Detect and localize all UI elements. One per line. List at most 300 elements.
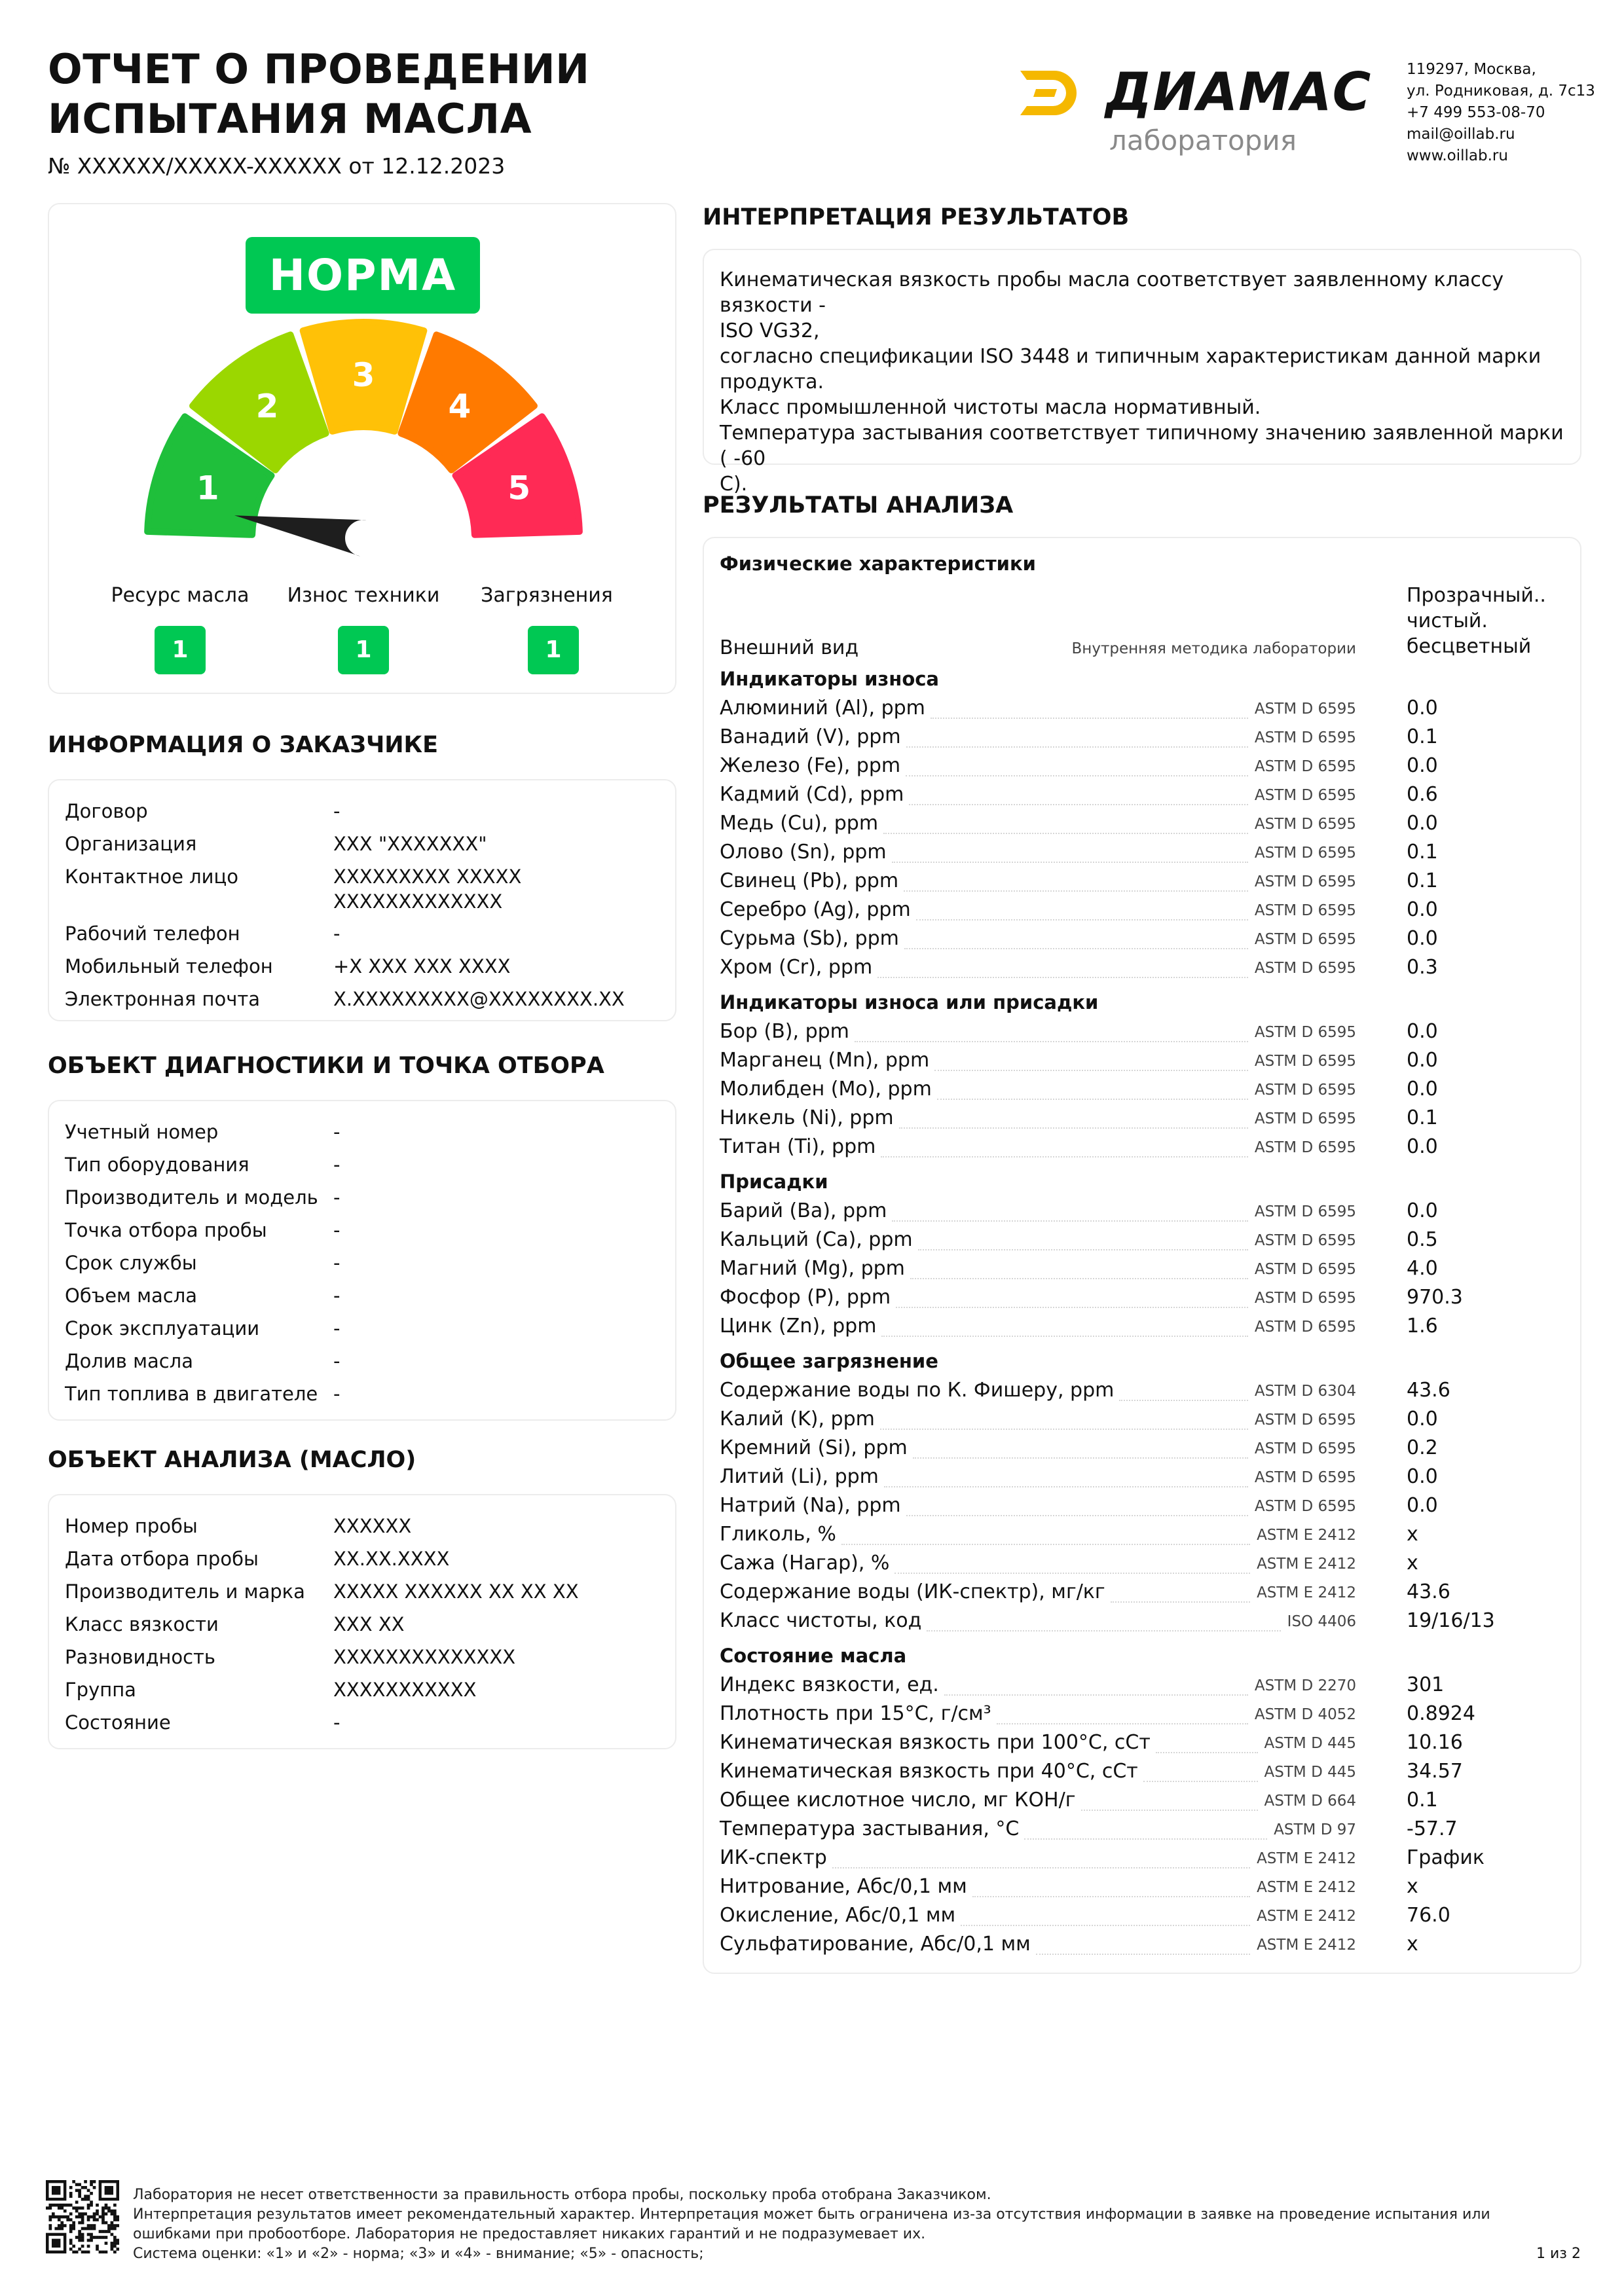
footer-disclaimer <box>133 2185 1508 2264</box>
result-category: Состояние масла <box>720 1645 907 1667</box>
result-value: x <box>1407 1552 1418 1575</box>
result-method: ASTM D 6595 <box>1254 1469 1356 1486</box>
status-gauge <box>49 316 678 591</box>
result-row <box>720 1135 1571 1164</box>
result-method: ASTM D 664 <box>1264 1793 1356 1810</box>
result-leader-dots <box>1111 1601 1250 1603</box>
interpretation-section-title: ИНТЕРПРЕТАЦИЯ РЕЗУЛЬТАТОВ <box>703 204 1130 230</box>
result-row <box>720 1049 1571 1078</box>
result-row <box>720 1465 1571 1494</box>
result-leader-dots <box>855 1041 1248 1042</box>
customer-key: Рабочий телефон <box>65 922 240 945</box>
object-value-line: - <box>333 1154 341 1176</box>
result-name: Бор (B), ppm <box>720 1020 849 1043</box>
customer-key: Электронная почта <box>65 988 261 1010</box>
indicator-label-oil-resource: Ресурс масла <box>111 584 249 607</box>
result-value: 0.6 <box>1407 783 1438 806</box>
footer-line: ошибками при пробоотборе. Лаборатория не предоставляет никаких гарантий и не подразумевает их. <box>133 2226 926 2242</box>
result-row <box>720 1789 1571 1817</box>
object-value <box>333 1381 661 1406</box>
object-value <box>333 1283 661 1308</box>
result-leader-dots <box>881 1336 1248 1337</box>
result-row <box>720 812 1571 841</box>
object-row <box>65 1185 667 1211</box>
customer-value <box>333 799 661 824</box>
result-value-line: Прозрачный.. <box>1407 584 1546 607</box>
result-value: 0.0 <box>1407 927 1438 950</box>
result-row <box>720 725 1571 754</box>
result-row <box>720 1523 1571 1552</box>
result-name: Температура застывания, °С <box>720 1817 1020 1840</box>
result-value: 0.0 <box>1407 1465 1438 1488</box>
customer-row <box>65 954 667 980</box>
object-row <box>65 1283 667 1309</box>
customer-value-line: +X XXX XXX XXXX <box>333 955 511 977</box>
result-leader-dots <box>904 890 1248 892</box>
object-row <box>65 1381 667 1408</box>
result-leader-dots <box>904 948 1248 949</box>
result-method: ASTM D 6595 <box>1254 758 1356 775</box>
result-name: Свинец (Pb), ppm <box>720 869 899 892</box>
object-key: Срок службы <box>65 1252 197 1274</box>
result-value: 0.0 <box>1407 1408 1438 1430</box>
result-leader-dots <box>927 1630 1281 1631</box>
customer-row <box>65 864 667 917</box>
customer-key: Организация <box>65 833 197 855</box>
indicator-label-wear: Износ техники <box>287 584 440 607</box>
result-leader-dots <box>997 1723 1248 1724</box>
result-name: Натрий (Na), ppm <box>720 1494 901 1517</box>
object-card <box>48 1100 676 1421</box>
result-value: x <box>1407 1933 1418 1956</box>
result-row <box>720 1257 1571 1286</box>
object-value-line: - <box>333 1285 341 1307</box>
result-name: Олово (Sn), ppm <box>720 841 887 864</box>
result-row <box>720 1494 1571 1523</box>
interpretation-line: ISO VG32, <box>720 319 820 342</box>
oil-row <box>65 1579 667 1605</box>
result-name: Хром (Cr), ppm <box>720 956 873 979</box>
result-name: Класс чистоты, код <box>720 1609 922 1632</box>
footer-line: Лаборатория не несет ответственности за правильность отбора пробы, поскольку проба отобрана Заказчиком. <box>133 2187 991 2203</box>
result-value: 0.3 <box>1407 956 1438 979</box>
result-method: ASTM D 6595 <box>1254 1139 1356 1156</box>
oil-key: Состояние <box>65 1711 171 1734</box>
customer-section-title: ИНФОРМАЦИЯ О ЗАКАЗЧИКЕ <box>48 732 439 758</box>
result-value: 0.5 <box>1407 1228 1438 1251</box>
result-name: Кремний (Si), ppm <box>720 1436 908 1459</box>
result-row <box>720 956 1571 985</box>
result-leader-dots <box>1143 1781 1258 1782</box>
result-value: График <box>1407 1846 1485 1869</box>
contact-address1: 119297, Москва, <box>1407 61 1536 78</box>
result-row <box>720 1580 1571 1609</box>
result-leader-dots <box>877 977 1248 978</box>
interpretation-line: Класс промышленной чистоты масла нормативный. <box>720 396 1261 419</box>
result-leader-dots <box>937 1099 1248 1100</box>
result-value: 19/16/13 <box>1407 1609 1495 1632</box>
oil-value-line: XX.XX.XXXX <box>333 1548 450 1570</box>
result-name: Серебро (Ag), ppm <box>720 898 911 921</box>
result-row <box>720 1315 1571 1343</box>
oil-value-line: XXXXXXXXXXXXXX <box>333 1646 516 1668</box>
customer-value-line: XXXXXXXXXXXXX <box>333 890 503 913</box>
result-row <box>720 1408 1571 1436</box>
result-leader-dots <box>832 1867 1250 1868</box>
object-key: Долив масла <box>65 1350 193 1372</box>
result-leader-dots <box>892 862 1248 863</box>
interpretation-line: согласно спецификации ISO 3448 и типичным характеристикам данной марки <box>720 345 1541 368</box>
result-name: Железо (Fe), ppm <box>720 754 901 777</box>
indicator-value-oil-resource: 1 <box>155 626 206 674</box>
result-row <box>720 1436 1571 1465</box>
result-name: Внешний вид <box>720 636 859 659</box>
result-method: ASTM D 97 <box>1274 1821 1356 1838</box>
interpretation-line: Температура застывания соответствует типичному значению заявленной марки ( -60 <box>720 422 1564 470</box>
result-value: 0.1 <box>1407 1789 1438 1812</box>
result-value: x <box>1407 1523 1418 1546</box>
object-key: Объем масла <box>65 1285 198 1307</box>
result-value: 0.1 <box>1407 1106 1438 1129</box>
object-value <box>333 1185 661 1210</box>
oil-key: Номер пробы <box>65 1515 198 1537</box>
customer-row <box>65 799 667 825</box>
object-value <box>333 1152 661 1177</box>
result-value: 301 <box>1407 1673 1445 1696</box>
result-category: Присадки <box>720 1171 828 1193</box>
object-value-line: - <box>333 1350 341 1372</box>
result-leader-dots <box>931 718 1248 719</box>
result-row <box>720 1286 1571 1315</box>
result-row <box>720 1933 1571 1961</box>
indicator-label-contamination: Загрязнения <box>481 584 613 607</box>
result-method: ASTM D 6595 <box>1254 1440 1356 1457</box>
oil-key: Разновидность <box>65 1646 216 1668</box>
result-method: ASTM E 2412 <box>1257 1527 1356 1544</box>
customer-value <box>333 921 661 946</box>
oil-row <box>65 1514 667 1540</box>
result-row <box>720 783 1571 812</box>
oil-key: Дата отбора пробы <box>65 1548 259 1570</box>
object-value <box>333 1349 661 1374</box>
gauge-segment-label: 2 <box>255 387 279 426</box>
gauge-segment-label: 1 <box>196 469 219 507</box>
oil-value <box>333 1546 661 1571</box>
result-row <box>720 754 1571 783</box>
indicator-value-contamination: 1 <box>528 626 579 674</box>
result-name: Фосфор (P), ppm <box>720 1286 891 1309</box>
result-value: 0.0 <box>1407 812 1438 835</box>
object-key: Срок эксплуатации <box>65 1317 260 1339</box>
result-method: ASTM D 6595 <box>1254 787 1356 804</box>
result-row <box>720 1846 1571 1875</box>
result-value: 0.0 <box>1407 1020 1438 1043</box>
report-title <box>48 45 590 144</box>
result-name: Индекс вязкости, ед. <box>720 1673 939 1696</box>
object-value-line: - <box>333 1186 341 1209</box>
object-key: Производитель и модель <box>65 1186 318 1209</box>
results-section-title: РЕЗУЛЬТАТЫ АНАЛИЗА <box>703 492 1014 519</box>
oil-value-line: - <box>333 1711 341 1734</box>
result-row <box>720 1875 1571 1904</box>
customer-row <box>65 831 667 858</box>
result-method: ASTM D 6595 <box>1254 902 1356 919</box>
oil-value <box>333 1645 661 1669</box>
result-row <box>720 1552 1571 1580</box>
result-value: 76.0 <box>1407 1904 1450 1927</box>
oil-value <box>333 1612 661 1637</box>
object-key: Точка отбора пробы <box>65 1219 267 1241</box>
result-name: ИК-спектр <box>720 1846 827 1869</box>
result-method: ASTM D 6304 <box>1254 1383 1356 1400</box>
result-value: 0.0 <box>1407 1199 1438 1222</box>
customer-key: Контактное лицо <box>65 866 238 888</box>
result-name: Литий (Li), ppm <box>720 1465 879 1488</box>
customer-value-line: XXX "XXXXXXX" <box>333 833 487 855</box>
result-method: ASTM E 2412 <box>1257 1937 1356 1954</box>
result-name: Ванадий (V), ppm <box>720 725 901 748</box>
object-row <box>65 1120 667 1146</box>
result-value-line: бесцветный <box>1407 635 1532 658</box>
oil-value-line: XXXXXXXXXXX <box>333 1679 477 1701</box>
customer-row <box>65 921 667 947</box>
result-leader-dots <box>883 833 1248 834</box>
result-leader-dots <box>972 1896 1250 1897</box>
result-method: ASTM D 6595 <box>1254 1412 1356 1429</box>
object-row <box>65 1250 667 1277</box>
report-title-line1: ОТЧЕТ О ПРОВЕДЕНИИ <box>48 45 590 93</box>
result-category: Индикаторы износа или присадки <box>720 991 1099 1013</box>
result-name: Барий (Ba), ppm <box>720 1199 887 1222</box>
result-name: Гликоль, % <box>720 1523 836 1546</box>
indicator-value-wear: 1 <box>338 626 389 674</box>
result-name: Сажа (Нагар), % <box>720 1552 890 1575</box>
result-value: 43.6 <box>1407 1580 1450 1603</box>
oil-value-line: XXXXXX <box>333 1515 412 1537</box>
object-key: Тип оборудования <box>65 1154 249 1176</box>
object-value <box>333 1120 661 1144</box>
result-row <box>720 841 1571 869</box>
result-name: Кальций (Ca), ppm <box>720 1228 913 1251</box>
result-method: ASTM D 6595 <box>1254 1203 1356 1220</box>
results-card <box>703 537 1581 1974</box>
result-name: Магний (Mg), ppm <box>720 1257 905 1280</box>
result-category: Индикаторы износа <box>720 668 940 690</box>
result-name: Окисление, Абс/0,1 мм <box>720 1904 956 1927</box>
result-method: ASTM D 6595 <box>1254 1053 1356 1070</box>
result-leader-dots <box>913 1457 1248 1459</box>
status-gauge-card <box>48 203 676 694</box>
result-leader-dots <box>841 1544 1250 1545</box>
object-row <box>65 1218 667 1244</box>
result-value: 0.1 <box>1407 725 1438 748</box>
result-method: ASTM D 6595 <box>1254 1110 1356 1127</box>
result-name: Алюминий (Al), ppm <box>720 697 925 720</box>
result-row <box>720 1199 1571 1228</box>
object-value-line: - <box>333 1383 341 1405</box>
object-section-title: ОБЪЕКТ ДИАГНОСТИКИ И ТОЧКА ОТБОРА <box>48 1053 604 1079</box>
result-row <box>720 1609 1571 1638</box>
oil-value-line: XXXXX XXXXXX XX XX XX <box>333 1580 579 1603</box>
result-row <box>720 1817 1571 1846</box>
object-key: Тип топлива в двигателе <box>65 1383 318 1405</box>
object-value-line: - <box>333 1252 341 1274</box>
result-leader-dots <box>906 775 1248 776</box>
oil-row <box>65 1710 667 1736</box>
interpretation-line: С). <box>720 473 748 496</box>
result-name: Нитрование, Абс/0,1 мм <box>720 1875 967 1898</box>
result-leader-dots <box>944 1694 1248 1696</box>
result-leader-dots <box>1119 1400 1248 1401</box>
result-row <box>720 1904 1571 1933</box>
result-value: 0.0 <box>1407 1135 1438 1158</box>
oil-key: Класс вязкости <box>65 1613 219 1635</box>
result-method: ASTM D 6595 <box>1254 845 1356 862</box>
result-value: 0.0 <box>1407 754 1438 777</box>
result-row <box>720 1106 1571 1135</box>
customer-row <box>65 987 667 1013</box>
contact-phone[interactable]: +7 499 553-08-70 <box>1407 104 1545 121</box>
object-value <box>333 1250 661 1275</box>
result-method: ASTM D 6595 <box>1254 1232 1356 1249</box>
oil-value <box>333 1514 661 1539</box>
result-name: Кинематическая вязкость при 100°С, сСт <box>720 1731 1151 1754</box>
result-leader-dots <box>1081 1810 1258 1811</box>
result-value: 0.2 <box>1407 1436 1438 1459</box>
result-method: ASTM D 6595 <box>1254 1024 1356 1041</box>
contact-email[interactable]: mail@oillab.ru <box>1407 126 1515 143</box>
result-row <box>720 1702 1571 1731</box>
result-name: Сульфатирование, Абс/0,1 мм <box>720 1933 1031 1956</box>
result-leader-dots <box>1024 1838 1267 1840</box>
result-row <box>720 1228 1571 1257</box>
result-leader-dots <box>880 1429 1248 1430</box>
customer-value-line: - <box>333 922 341 945</box>
customer-card <box>48 779 676 1021</box>
result-value: 970.3 <box>1407 1286 1463 1309</box>
result-method: ASTM D 2270 <box>1254 1677 1356 1694</box>
object-row <box>65 1316 667 1342</box>
page-number: 1 из 2 <box>1536 2246 1581 2262</box>
result-method: ASTM E 2412 <box>1257 1584 1356 1601</box>
result-value-line: чистый. <box>1407 610 1488 632</box>
object-row <box>65 1152 667 1178</box>
result-method: ASTM D 6595 <box>1254 873 1356 890</box>
result-method: ASTM D 6595 <box>1254 931 1356 948</box>
report-number: № XXXXXX/XXXXX-XXXXXX от 12.12.2023 <box>48 153 506 179</box>
customer-key: Мобильный телефон <box>65 955 273 977</box>
gauge-segment-label: 5 <box>507 469 531 507</box>
result-method: ASTM D 445 <box>1264 1764 1356 1781</box>
result-method: ASTM D 6595 <box>1254 1319 1356 1336</box>
result-leader-dots <box>934 1070 1248 1071</box>
result-row <box>720 1673 1571 1702</box>
result-name: Сурьма (Sb), ppm <box>720 927 899 950</box>
result-name: Медь (Cu), ppm <box>720 812 879 835</box>
result-name: Кадмий (Cd), ppm <box>720 783 904 806</box>
qr-code[interactable] <box>46 2180 119 2253</box>
object-value-line: - <box>333 1219 341 1241</box>
result-method: Внутренняя методика лаборатории <box>1071 640 1356 657</box>
result-leader-dots <box>909 804 1248 805</box>
result-method: ASTM D 6595 <box>1254 1261 1356 1278</box>
gauge-segment-label: 4 <box>448 387 471 426</box>
result-method: ASTM D 6595 <box>1254 1498 1356 1515</box>
result-leader-dots <box>906 1515 1248 1516</box>
customer-value <box>333 864 661 914</box>
result-name: Содержание воды по К. Фишеру, ppm <box>720 1379 1115 1402</box>
result-row <box>720 869 1571 898</box>
object-value <box>333 1316 661 1341</box>
customer-value <box>333 954 661 979</box>
object-row <box>65 1349 667 1375</box>
result-value: 10.16 <box>1407 1731 1463 1754</box>
result-value: 1.6 <box>1407 1315 1438 1338</box>
result-method: ASTM E 2412 <box>1257 1879 1356 1896</box>
result-leader-dots <box>1156 1752 1258 1753</box>
result-value: x <box>1407 1875 1418 1898</box>
result-name: Калий (K), ppm <box>720 1408 875 1430</box>
result-value: -57.7 <box>1407 1817 1458 1840</box>
result-value: 0.0 <box>1407 1078 1438 1101</box>
contact-website[interactable]: www.oillab.ru <box>1407 147 1508 164</box>
result-method: ASTM D 6595 <box>1254 701 1356 718</box>
result-name: Общее кислотное число, мг КОН/г <box>720 1789 1076 1812</box>
result-row <box>720 1379 1571 1408</box>
result-leader-dots <box>899 1127 1248 1129</box>
result-row <box>720 697 1571 725</box>
result-name: Содержание воды (ИК-спектр), мг/кг <box>720 1580 1105 1603</box>
customer-value <box>333 831 661 856</box>
result-leader-dots <box>881 1156 1248 1157</box>
result-method: ASTM E 2412 <box>1257 1850 1356 1867</box>
interpretation-line: продукта. <box>720 371 824 393</box>
result-leader-dots <box>906 746 1248 748</box>
customer-value-line: X.XXXXXXXXX@XXXXXXXX.XX <box>333 988 625 1010</box>
result-leader-dots <box>918 1249 1248 1250</box>
oil-row <box>65 1677 667 1704</box>
object-value-line: - <box>333 1121 341 1143</box>
oil-key: Производитель и марка <box>65 1580 305 1603</box>
result-row <box>720 927 1571 956</box>
result-method: ASTM E 2412 <box>1257 1556 1356 1573</box>
result-name: Марганец (Mn), ppm <box>720 1049 930 1072</box>
oil-value <box>333 1677 661 1702</box>
result-leader-dots <box>884 1486 1248 1487</box>
result-method: ASTM D 6595 <box>1254 960 1356 977</box>
result-leader-dots <box>896 1307 1248 1308</box>
oil-row <box>65 1612 667 1638</box>
gauge-segment-label: 3 <box>352 356 375 394</box>
logo-icon <box>1014 65 1092 120</box>
result-value: 0.8924 <box>1407 1702 1475 1725</box>
report-title-line2: ИСПЫТАНИЯ МАСЛА <box>48 95 532 143</box>
customer-key: Договор <box>65 800 148 822</box>
result-value: 34.57 <box>1407 1760 1463 1783</box>
oil-key: Группа <box>65 1679 136 1701</box>
oil-value-line: XXX XX <box>333 1613 405 1635</box>
result-value: 0.0 <box>1407 1049 1438 1072</box>
result-method: ASTM D 4052 <box>1254 1706 1356 1723</box>
result-row <box>720 1731 1571 1760</box>
result-leader-dots <box>892 1220 1248 1222</box>
result-method: ASTM E 2412 <box>1257 1908 1356 1925</box>
oil-value <box>333 1579 661 1604</box>
oil-row <box>65 1546 667 1573</box>
result-leader-dots <box>895 1573 1250 1574</box>
object-value-line: - <box>333 1317 341 1339</box>
result-row <box>720 1020 1571 1049</box>
